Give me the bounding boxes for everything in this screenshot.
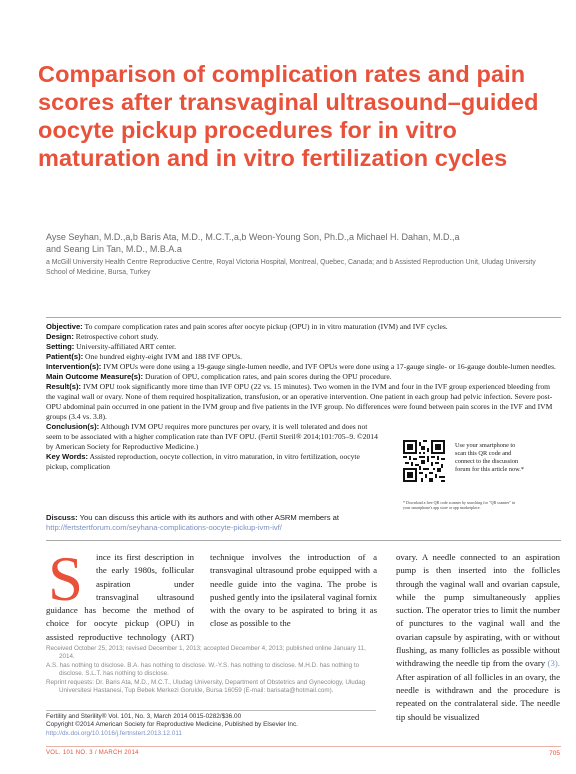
journal-citation: Fertility and Sterility® Vol. 101, No. 3, March 2014 0015-0282/$36.00 [46, 713, 242, 720]
abstract-interventions: Intervention(s): IVM OPUs were done using a 19-gauge single-lumen needle, and IVF OPUs were done using a 17-gauge single- or 16-gauge double-lumen needles. [46, 362, 556, 371]
body-column-1-bottom: ince its first description in the early 1980s, follicular aspiration under transvaginal ultrasound guidance has become the method of choice for oocyte pickup (OPU) in assisted reproductive technology (ART) [46, 552, 194, 642]
discuss-text: You can discuss this article with its authors and with other ASRM members at [79, 513, 339, 522]
journal-info [46, 710, 376, 738]
qr-instructions: Use your smartphone to scan this QR code and connect to the discussion forum for this article now.* [455, 442, 525, 473]
affiliations: a McGill University Health Centre Reproductive Centre, Royal Victoria Hospital, Montreal, Quebec, Canada; and b Assisted Reproduction Unit, Uludag University School of Medicine, Bursa, Turkey [46, 259, 536, 276]
article-title: Comparison of complication rates and pain scores after transvaginal ultrasound–guided oocyte pickup procedures for in vitro maturation and in vitro fertilization cycles [38, 61, 539, 171]
footer-issue: VOL. 101 NO. 3 / MARCH 2014 [46, 750, 139, 756]
author-line-2: and Seang Lin Tan, M.D., M.B.A.a [46, 243, 182, 254]
copyright: Copyright ©2014 American Society for Reproductive Medicine, Published by Elsevier Inc. [46, 721, 298, 729]
reprint-requests: Reprint requests: Dr. Baris Ata, M.D., M.C.T., Uludag University, Department of Obstetrics and Gynecology, Uludag Universitesi Hastanesi, Tup Bebek Merkezi Gorukle, Bursa 16059 (E-mail: barisata@hotmail.com). [46, 678, 366, 695]
body-column-3: ovary. A needle connected to an aspiration pump is then inserted into the follicles through the vaginal wall and ovarian capsule, while the pump simultaneously applies suction. The operator tries to limit the number of punctures to the vaginal wall and the ovarian capsule by aspirating, with or without flushing, as many follicles as possible without withdrawing the needle tip from the ovary (3). After aspiration of all follicles in an ovary, the needle is withdrawn and the procedure is repeated on the contralateral side. The needle tip should be visualized [396, 552, 560, 722]
body-column-2: technique involves the introduction of a transvaginal ultrasound probe equipped with a needle guide into the vagina. The probe is pushed gently into the ipsilateral vaginal fornix with the ovary to be aspirated to bring it as close as possible to the [210, 552, 377, 629]
footer-divider [46, 746, 561, 747]
abstract-conclusions: Conclusion(s): Although IVM OPU requires more punctures per ovary, it is well tolerated and does not seem to be associated with a higher complication rate than IVF OPU. (Fertil Steril® 2014;101:705–9. ©2014 by American Society for Reproductive Medicine.) [46, 422, 378, 451]
drop-cap: S [48, 544, 84, 614]
received-dates: Received October 25, 2013; revised December 1, 2013; accepted December 4, 2013; published online January 11, 2014. [46, 645, 366, 661]
discuss-label: Discuss: [46, 513, 78, 522]
abstract-setting: Setting: University-affiliated ART center. [46, 342, 177, 351]
author-line-1: Ayse Seyhan, M.D.,a,b Baris Ata, M.D., M.C.T.,a,b Weon-Young Son, Ph.D.,a Michael H. Dahan, M.D.,a [46, 232, 460, 242]
abstract-objective: Objective: To compare complication rates and pain scores after oocyte pickup (OPU) in in vitro maturation (IVM) and IVF cycles. [46, 322, 448, 331]
qr-footnote: * Download a free QR code scanner by searching for "QR scanner" in your smartphone's app store or app marketplace. [403, 500, 516, 510]
abstract-results: Result(s): IVM OPU took significantly more time than IVF OPU (22 vs. 15 minutes). Two women in the IVM and four in the IVF group experienced bleeding from the vaginal wall or ovary. None of them required hospitalization, transfusion, or an operative intervention. One patient in each group had pelvic infection. Severe post-OPU abdominal pain occurred in one patient in the IVM group and five patients in the IVF group. No differences were found between pain scores in the IVF and IVM groups (3.4 vs. 3.8). [46, 382, 553, 421]
abstract-outcome: Main Outcome Measure(s): Duration of OPU, complication rates, and pain scores during the OPU procedure. [46, 372, 392, 381]
page-number: 705 [549, 750, 560, 757]
citation-3[interactable]: (3). [547, 658, 560, 669]
discuss-section [46, 513, 376, 533]
abstract-design: Design: Retrospective cohort study. [46, 332, 159, 341]
doi-link[interactable]: http://dx.doi.org/10.1016/j.fertnstert.2013.12.011 [46, 729, 182, 737]
discuss-link[interactable]: http://fertstertforum.com/seyhana-complications-oocyte-pickup-ivm-ivf/ [46, 523, 282, 532]
disclosures: A.S. has nothing to disclose. B.A. has nothing to disclose. W.-Y.S. has nothing to disclose. M.H.D. has nothing to disclose. S.L.T. has nothing to disclose. [46, 661, 360, 678]
abstract-patients: Patient(s): One hundred eighty-eight IVM and 188 IVF OPUs. [46, 352, 242, 361]
qr-code-icon[interactable] [403, 440, 445, 482]
article-notes [46, 645, 376, 696]
author-list [46, 232, 526, 255]
abstract-keywords: Key Words: Assisted reproduction, oocyte collection, in vitro maturation, in vitro fertilization, oocyte pickup, complication [46, 452, 360, 471]
